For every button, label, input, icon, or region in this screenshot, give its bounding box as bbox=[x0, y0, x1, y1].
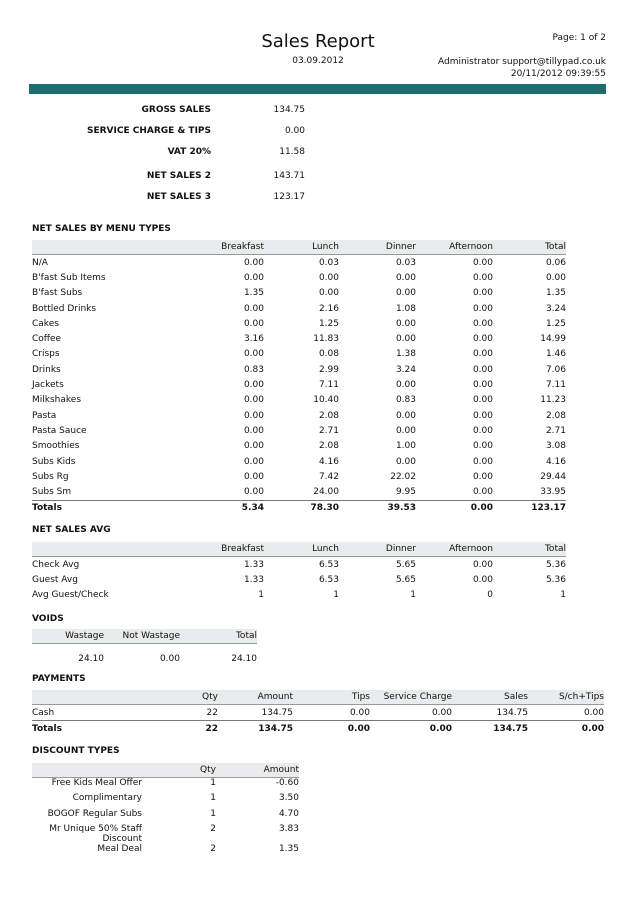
row-label: Totals bbox=[32, 721, 112, 737]
row-label: Complimentary bbox=[72, 793, 142, 804]
cell-value: 3.24 bbox=[395, 364, 416, 375]
cell-value: 0.00 bbox=[472, 410, 493, 421]
cell-value: 0.00 bbox=[472, 441, 493, 452]
column-header: Tips bbox=[293, 690, 370, 705]
row-label: Coffee bbox=[32, 334, 62, 345]
report-date: 03.09.2012 bbox=[292, 56, 344, 66]
cell-value: 0.00 bbox=[370, 705, 452, 721]
cell-value: 5.65 bbox=[339, 557, 416, 573]
column-header: Total bbox=[493, 240, 566, 255]
cell-value: 0.00 bbox=[472, 471, 493, 482]
section-title-menu-types: NET SALES BY MENU TYPES bbox=[32, 224, 171, 234]
table-row bbox=[32, 824, 299, 844]
cell-value: 0.08 bbox=[318, 349, 339, 360]
cell-value: 134.75 bbox=[452, 705, 528, 721]
cell-value: 3.16 bbox=[243, 334, 264, 345]
cell-value: 1.38 bbox=[395, 349, 416, 360]
section-title-payments: PAYMENTS bbox=[32, 674, 86, 684]
cell-value: 14.99 bbox=[540, 334, 566, 345]
cell-value: 6.53 bbox=[318, 574, 339, 585]
cell-value: 2.71 bbox=[318, 425, 339, 436]
cell-value: 1 bbox=[410, 590, 416, 601]
section-title-sales-avg: NET SALES AVG bbox=[32, 525, 111, 535]
row-label: BOGOF Regular Subs bbox=[47, 808, 142, 819]
table-row bbox=[32, 423, 566, 438]
cell-value: -0.60 bbox=[216, 778, 299, 794]
cell-value: 0.00 bbox=[472, 425, 493, 436]
cell-value: 123.17 bbox=[493, 500, 566, 516]
cell-value: 5.65 bbox=[395, 574, 416, 585]
row-label: B'fast Sub Items bbox=[32, 272, 106, 283]
cell-value: 0.00 bbox=[472, 334, 493, 345]
cell-value: 1.35 bbox=[243, 288, 264, 299]
summary-value-gross-sales: 134.75 bbox=[273, 105, 305, 115]
cell-value: 22 bbox=[112, 705, 218, 721]
cell-value: 0.00 bbox=[472, 364, 493, 375]
column-header: Sales bbox=[452, 690, 528, 705]
summary-label-service-charge: SERVICE CHARGE & TIPS bbox=[86, 126, 211, 136]
cell-value: 0.00 bbox=[395, 425, 416, 436]
cell-value: 1 bbox=[333, 590, 339, 601]
column-header-item bbox=[32, 542, 152, 557]
table-header-row bbox=[32, 629, 257, 644]
column-header: Amount bbox=[218, 690, 293, 705]
row-label: Drinks bbox=[32, 364, 61, 375]
row-label: Bottled Drinks bbox=[32, 303, 97, 314]
column-header: Wastage bbox=[32, 629, 104, 644]
user-info: Administrator support@tillypad.co.uk bbox=[438, 57, 606, 67]
cell-value: 0.00 bbox=[395, 318, 416, 329]
cell-value: 1 bbox=[210, 793, 216, 804]
column-header: Service Charge bbox=[370, 690, 452, 705]
table-row bbox=[32, 439, 566, 454]
row-label: Cash bbox=[32, 705, 112, 721]
cell-value: 24.00 bbox=[313, 487, 339, 498]
cell-value: 7.06 bbox=[545, 364, 566, 375]
summary-label-gross-sales: GROSS SALES bbox=[141, 105, 211, 115]
column-header: Lunch bbox=[264, 542, 339, 557]
cell-value: 7.11 bbox=[545, 380, 566, 391]
payments-table bbox=[32, 690, 604, 736]
voids-table bbox=[32, 629, 257, 664]
table-row bbox=[32, 793, 299, 808]
cell-value: 0.00 bbox=[416, 557, 493, 573]
table-row bbox=[32, 557, 566, 573]
cell-value: 2.08 bbox=[545, 410, 566, 421]
column-header: Breakfast bbox=[152, 240, 264, 255]
summary-value-net-sales-2: 143.71 bbox=[273, 171, 305, 181]
totals-row bbox=[32, 500, 566, 516]
cell-value: 0.00 bbox=[472, 380, 493, 391]
cell-value: 0.83 bbox=[395, 395, 416, 406]
cell-wastage: 24.10 bbox=[32, 644, 104, 665]
cell-value: 11.83 bbox=[313, 334, 339, 345]
cell-value: 1.46 bbox=[545, 349, 566, 360]
column-header-item bbox=[32, 240, 152, 255]
cell-value: 0.00 bbox=[318, 288, 339, 299]
cell-value: 1.25 bbox=[318, 318, 339, 329]
table-row bbox=[32, 588, 566, 603]
cell-value: 0.06 bbox=[493, 255, 566, 271]
menu-types-table bbox=[32, 240, 566, 516]
cell-value: 3.50 bbox=[278, 793, 299, 804]
table-header-row bbox=[32, 690, 604, 705]
cell-value: 2.16 bbox=[318, 303, 339, 314]
cell-value: 0.00 bbox=[395, 380, 416, 391]
cell-value: 0.00 bbox=[528, 721, 604, 737]
cell-value: 29.44 bbox=[540, 471, 566, 482]
cell-value: 1.08 bbox=[395, 303, 416, 314]
table-row bbox=[32, 778, 299, 794]
cell-value: 0.00 bbox=[152, 255, 264, 271]
cell-value: 1 bbox=[210, 808, 216, 819]
summary-value-net-sales-3: 123.17 bbox=[273, 192, 305, 202]
cell-value: 0.00 bbox=[243, 349, 264, 360]
table-row bbox=[32, 270, 566, 285]
column-header: Afternoon bbox=[416, 542, 493, 557]
report-title: Sales Report bbox=[261, 31, 375, 52]
cell-value: 1.35 bbox=[278, 843, 299, 854]
cell-value: 33.95 bbox=[540, 487, 566, 498]
cell-value: 0.00 bbox=[472, 574, 493, 585]
cell-value: 2 bbox=[210, 823, 216, 834]
cell-value: 22.02 bbox=[390, 471, 416, 482]
cell-value: 78.30 bbox=[264, 500, 339, 516]
column-header: Total bbox=[493, 542, 566, 557]
cell-value: 0.83 bbox=[243, 364, 264, 375]
cell-value: 1.33 bbox=[243, 574, 264, 585]
table-row bbox=[32, 484, 566, 500]
cell-value: 6.53 bbox=[264, 557, 339, 573]
summary-label-net-sales-2: NET SALES 2 bbox=[146, 171, 211, 181]
table-row bbox=[32, 286, 566, 301]
table-row bbox=[32, 255, 566, 271]
print-timestamp: 20/11/2012 09:39:55 bbox=[510, 69, 606, 79]
table-row bbox=[32, 301, 566, 316]
cell-value: 0.00 bbox=[472, 303, 493, 314]
cell-value: 5.34 bbox=[152, 500, 264, 516]
table-row bbox=[32, 316, 566, 331]
summary-value-service-charge: 0.00 bbox=[284, 126, 305, 136]
column-header: Not Wastage bbox=[104, 629, 180, 644]
cell-value: 0.00 bbox=[395, 334, 416, 345]
cell-value: 1.33 bbox=[152, 557, 264, 573]
cell-value: 1 bbox=[258, 590, 264, 601]
row-label: Meal Deal bbox=[97, 843, 142, 854]
cell-value: 4.16 bbox=[318, 456, 339, 467]
cell-value: 1 bbox=[144, 778, 216, 794]
cell-value: 3.24 bbox=[545, 303, 566, 314]
row-label: Guest Avg bbox=[32, 574, 78, 585]
column-header: Breakfast bbox=[152, 542, 264, 557]
row-label: Subs Kids bbox=[32, 456, 76, 467]
cell-value: 10.40 bbox=[313, 395, 339, 406]
cell-value: 22 bbox=[112, 721, 218, 737]
cell-value: 7.11 bbox=[318, 380, 339, 391]
row-label: B'fast Subs bbox=[32, 288, 83, 299]
cell-value: 0.00 bbox=[472, 272, 493, 283]
cell-value: 0.00 bbox=[243, 380, 264, 391]
column-header: Lunch bbox=[264, 240, 339, 255]
table-row bbox=[32, 809, 299, 824]
row-label: Smoothies bbox=[32, 441, 80, 452]
cell-value: 0.00 bbox=[243, 456, 264, 467]
cell-value: 0.00 bbox=[243, 487, 264, 498]
table-header-row bbox=[32, 240, 566, 255]
sales-avg-table bbox=[32, 542, 566, 603]
row-label: Mr Unique 50% Staff Discount bbox=[49, 823, 142, 844]
summary-label-vat: VAT 20% bbox=[167, 147, 211, 157]
row-label: Subs Sm bbox=[32, 487, 72, 498]
cell-value: 2.08 bbox=[318, 441, 339, 452]
table-row bbox=[32, 408, 566, 423]
row-label: Avg Guest/Check bbox=[32, 590, 109, 601]
cell-value: 0.00 bbox=[243, 303, 264, 314]
cell-value: 11.23 bbox=[540, 395, 566, 406]
table-row bbox=[32, 644, 257, 665]
table-row bbox=[32, 469, 566, 484]
table-row bbox=[32, 454, 566, 469]
table-row bbox=[32, 377, 566, 392]
cell-value: 0.00 bbox=[243, 318, 264, 329]
cell-value: 0.00 bbox=[243, 441, 264, 452]
row-label: N/A bbox=[32, 255, 152, 271]
cell-value: 0.00 bbox=[472, 288, 493, 299]
table-row bbox=[32, 331, 566, 346]
column-header: Total bbox=[180, 629, 257, 644]
cell-value: 4.70 bbox=[278, 808, 299, 819]
column-header: Dinner bbox=[339, 240, 416, 255]
row-label: Pasta Sauce bbox=[32, 425, 87, 436]
header-band bbox=[29, 84, 606, 94]
table-header-row bbox=[32, 542, 566, 557]
cell-value: 0.00 bbox=[528, 705, 604, 721]
cell-value: 0.00 bbox=[472, 456, 493, 467]
cell-value: 0.03 bbox=[339, 255, 416, 271]
cell-value: 7.42 bbox=[318, 471, 339, 482]
cell-value: 0.00 bbox=[243, 425, 264, 436]
table-row bbox=[32, 347, 566, 362]
cell-value: 0.00 bbox=[472, 349, 493, 360]
table-row bbox=[32, 705, 604, 721]
discounts-table bbox=[32, 763, 299, 859]
row-label: Jackets bbox=[32, 380, 64, 391]
cell-value: 3.83 bbox=[278, 823, 299, 834]
cell-value: 134.75 bbox=[218, 705, 293, 721]
row-label: Pasta bbox=[32, 410, 57, 421]
cell-not-wastage: 0.00 bbox=[104, 644, 180, 665]
column-header: Dinner bbox=[339, 542, 416, 557]
summary-value-vat: 11.58 bbox=[279, 147, 305, 157]
cell-value: 3.08 bbox=[545, 441, 566, 452]
table-header-row bbox=[32, 763, 299, 778]
row-label: Check Avg bbox=[32, 557, 152, 573]
cell-value: 0.00 bbox=[243, 272, 264, 283]
cell-value: 0.03 bbox=[264, 255, 339, 271]
cell-value: 2.99 bbox=[318, 364, 339, 375]
row-label: Totals bbox=[32, 500, 152, 516]
cell-value: 0.00 bbox=[416, 500, 493, 516]
row-label: Subs Rg bbox=[32, 471, 69, 482]
cell-value: 2.71 bbox=[545, 425, 566, 436]
cell-value: 2.08 bbox=[318, 410, 339, 421]
cell-value: 1.25 bbox=[545, 318, 566, 329]
column-header-item bbox=[32, 690, 112, 705]
totals-row bbox=[32, 721, 604, 737]
cell-value: 0.00 bbox=[243, 471, 264, 482]
column-header: Afternoon bbox=[416, 240, 493, 255]
row-label: Free Kids Meal Offer bbox=[32, 778, 144, 794]
cell-value: 1.35 bbox=[545, 288, 566, 299]
cell-value: 1 bbox=[560, 590, 566, 601]
cell-value: 0.00 bbox=[395, 288, 416, 299]
cell-value: 2 bbox=[210, 843, 216, 854]
cell-value: 0.00 bbox=[545, 272, 566, 283]
cell-value: 134.75 bbox=[218, 721, 293, 737]
row-label: Milkshakes bbox=[32, 395, 82, 406]
column-header: Qty bbox=[144, 763, 216, 778]
cell-value: 4.16 bbox=[545, 456, 566, 467]
cell-value: 0.00 bbox=[416, 255, 493, 271]
cell-value: 0.00 bbox=[472, 487, 493, 498]
cell-value: 0.00 bbox=[243, 395, 264, 406]
table-row bbox=[32, 572, 566, 587]
page-number: Page: 1 of 2 bbox=[552, 33, 606, 43]
cell-value: 134.75 bbox=[452, 721, 528, 737]
cell-value: 0.00 bbox=[472, 318, 493, 329]
cell-value: 9.95 bbox=[395, 487, 416, 498]
cell-value: 0.00 bbox=[318, 272, 339, 283]
cell-value: 5.36 bbox=[493, 557, 566, 573]
cell-value: 0.00 bbox=[395, 410, 416, 421]
column-header: S/ch+Tips bbox=[528, 690, 604, 705]
column-header: Amount bbox=[216, 763, 299, 778]
summary-label-net-sales-3: NET SALES 3 bbox=[146, 192, 211, 202]
row-label: Crisps bbox=[32, 349, 60, 360]
cell-value: 39.53 bbox=[339, 500, 416, 516]
table-row bbox=[32, 393, 566, 408]
cell-value: 0.00 bbox=[293, 705, 370, 721]
cell-value: 1.00 bbox=[395, 441, 416, 452]
cell-value: 0.00 bbox=[370, 721, 452, 737]
cell-value: 5.36 bbox=[545, 574, 566, 585]
column-header-item bbox=[32, 763, 144, 778]
cell-value: 0.00 bbox=[243, 410, 264, 421]
section-title-discounts: DISCOUNT TYPES bbox=[32, 746, 120, 756]
cell-total: 24.10 bbox=[180, 644, 257, 665]
cell-value: 0.00 bbox=[293, 721, 370, 737]
section-title-voids: VOIDS bbox=[32, 614, 64, 624]
cell-value: 0.00 bbox=[472, 395, 493, 406]
cell-value: 0.00 bbox=[395, 272, 416, 283]
cell-value: 0 bbox=[487, 590, 493, 601]
table-row bbox=[32, 362, 566, 377]
table-row bbox=[32, 844, 299, 859]
column-header: Qty bbox=[112, 690, 218, 705]
row-label: Cakes bbox=[32, 318, 59, 329]
cell-value: 0.00 bbox=[395, 456, 416, 467]
